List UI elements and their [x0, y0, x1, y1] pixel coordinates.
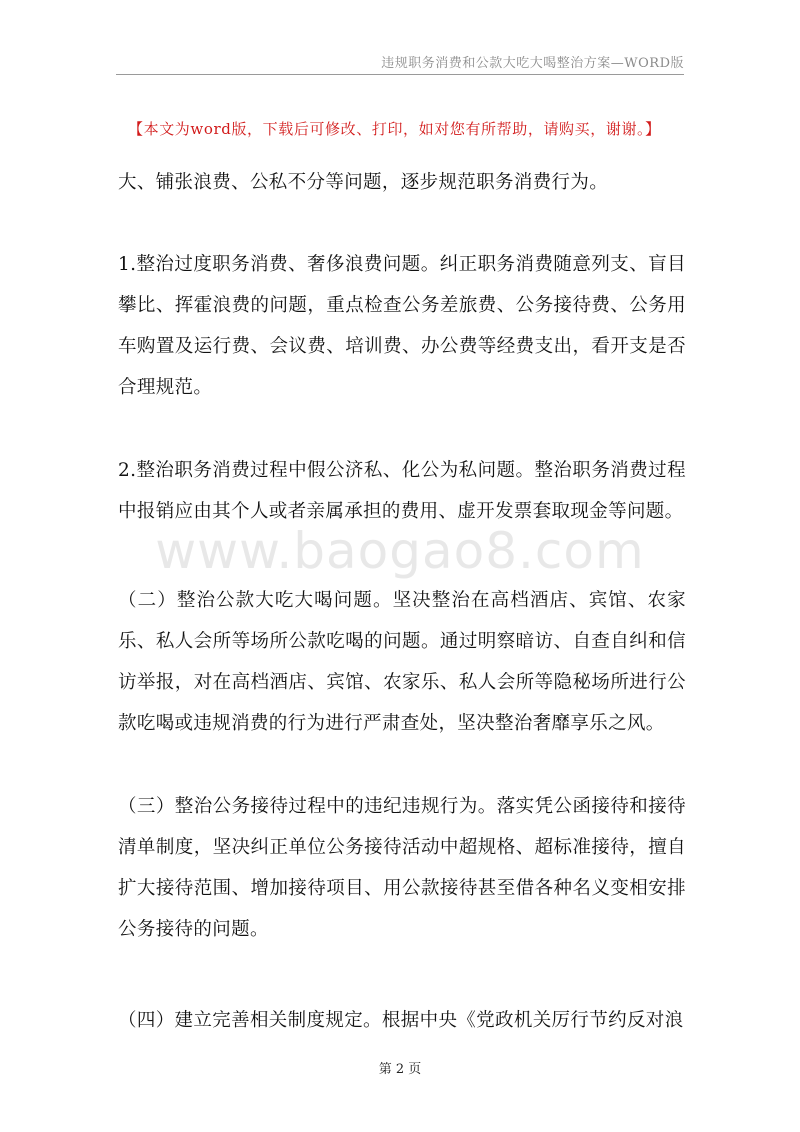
running-header: 违规职务消费和公款大吃大喝整治方案—WORD版	[381, 56, 684, 71]
download-notice: 【本文为word版，下载后可修改、打印，如对您有所帮助，请购买，谢谢。】	[128, 120, 661, 138]
paragraph-item-1: 1.整治过度职务消费、奢侈浪费问题。纠正职务消费随意列支、盲目攀比、挥霍浪费的问题，重点检查公务差旅费、公务接待费、公务用车购置及运行费、会议费、培训费、办公费等经费支出，看开支是否合理规范。	[118, 254, 686, 398]
paragraph-item-2: 2.整治职务消费过程中假公济私、化公为私问题。整治职务消费过程中报销应由其个人或者亲属承担的费用、虚开发票套取现金等问题。	[118, 460, 686, 522]
paragraph-section-4: （四）建立完善相关制度规定。根据中央《党政机关厉行节约反对浪	[118, 1010, 684, 1031]
watermark: www.baogao8.com	[155, 522, 645, 580]
paragraph-section-2: （二）整治公款大吃大喝问题。坚决整治在高档酒店、宾馆、农家乐、私人会所等场所公款吃喝的问题。通过明察暗访、自查自纠和信访举报，对在高档酒店、宾馆、农家乐、私人会所等隐秘场所进行公款吃喝或违规消费的行为进行严肃查处，坚决整治奢靡享乐之风。	[118, 590, 686, 734]
header-divider	[116, 74, 684, 75]
paragraph-section-3: （三）整治公务接待过程中的违纪违规行为。落实凭公函接待和接待清单制度，坚决纠正单位公务接待活动中超规格、超标准接待，擅自扩大接待范围、增加接待项目、用公款接待甚至借各种名义变相安排公务接待的问题。	[118, 796, 686, 940]
paragraph-continuation: 大、铺张浪费、公私不分等问题，逐步规范职务消费行为。	[118, 172, 609, 193]
page-number: 第 2 页	[378, 1062, 422, 1077]
